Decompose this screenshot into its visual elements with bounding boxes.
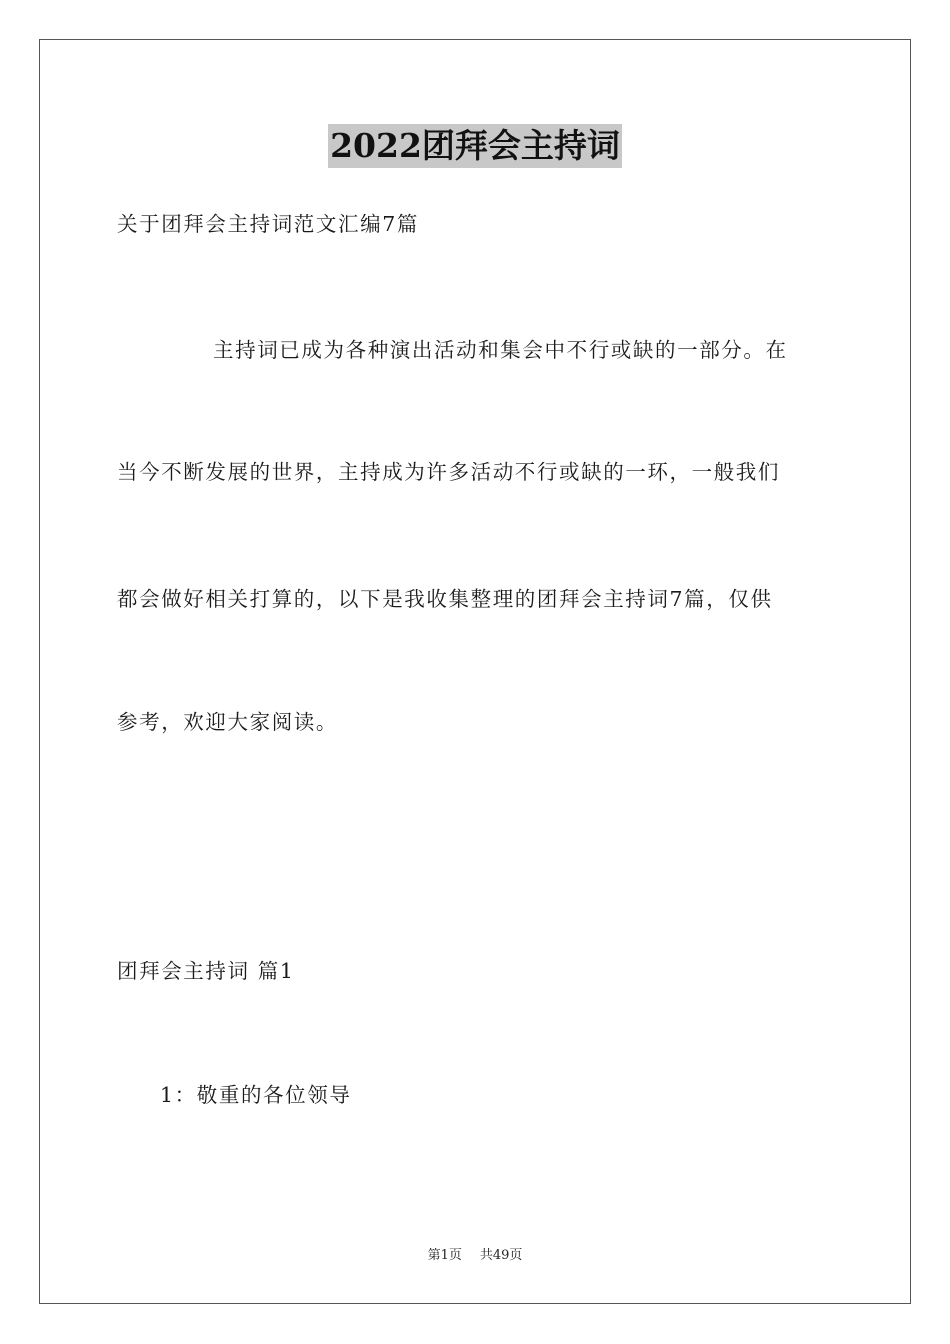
list-item: 1：敬重的各位领导	[160, 1083, 352, 1107]
paragraph-line-2: 当今不断发展的世界，主持成为许多活动不行或缺的一环，一般我们	[117, 460, 780, 484]
document-subtitle: 关于团拜会主持词范文汇编7篇	[117, 212, 419, 236]
page-total: 共49页	[479, 1248, 523, 1263]
page-number: 第1页	[427, 1248, 462, 1263]
section-heading: 团拜会主持词 篇1	[117, 959, 295, 983]
paragraph-line-4: 参考，欢迎大家阅读。	[117, 710, 338, 734]
paragraph-line-1: 主持词已成为各种演出活动和集会中不行或缺的一部分。在	[213, 338, 788, 362]
page-footer	[0, 1247, 950, 1265]
paragraph-line-3: 都会做好相关打算的，以下是我收集整理的团拜会主持词7篇，仅供	[117, 587, 773, 611]
title-container	[0, 124, 950, 168]
document-title: 2022团拜会主持词	[328, 124, 622, 168]
